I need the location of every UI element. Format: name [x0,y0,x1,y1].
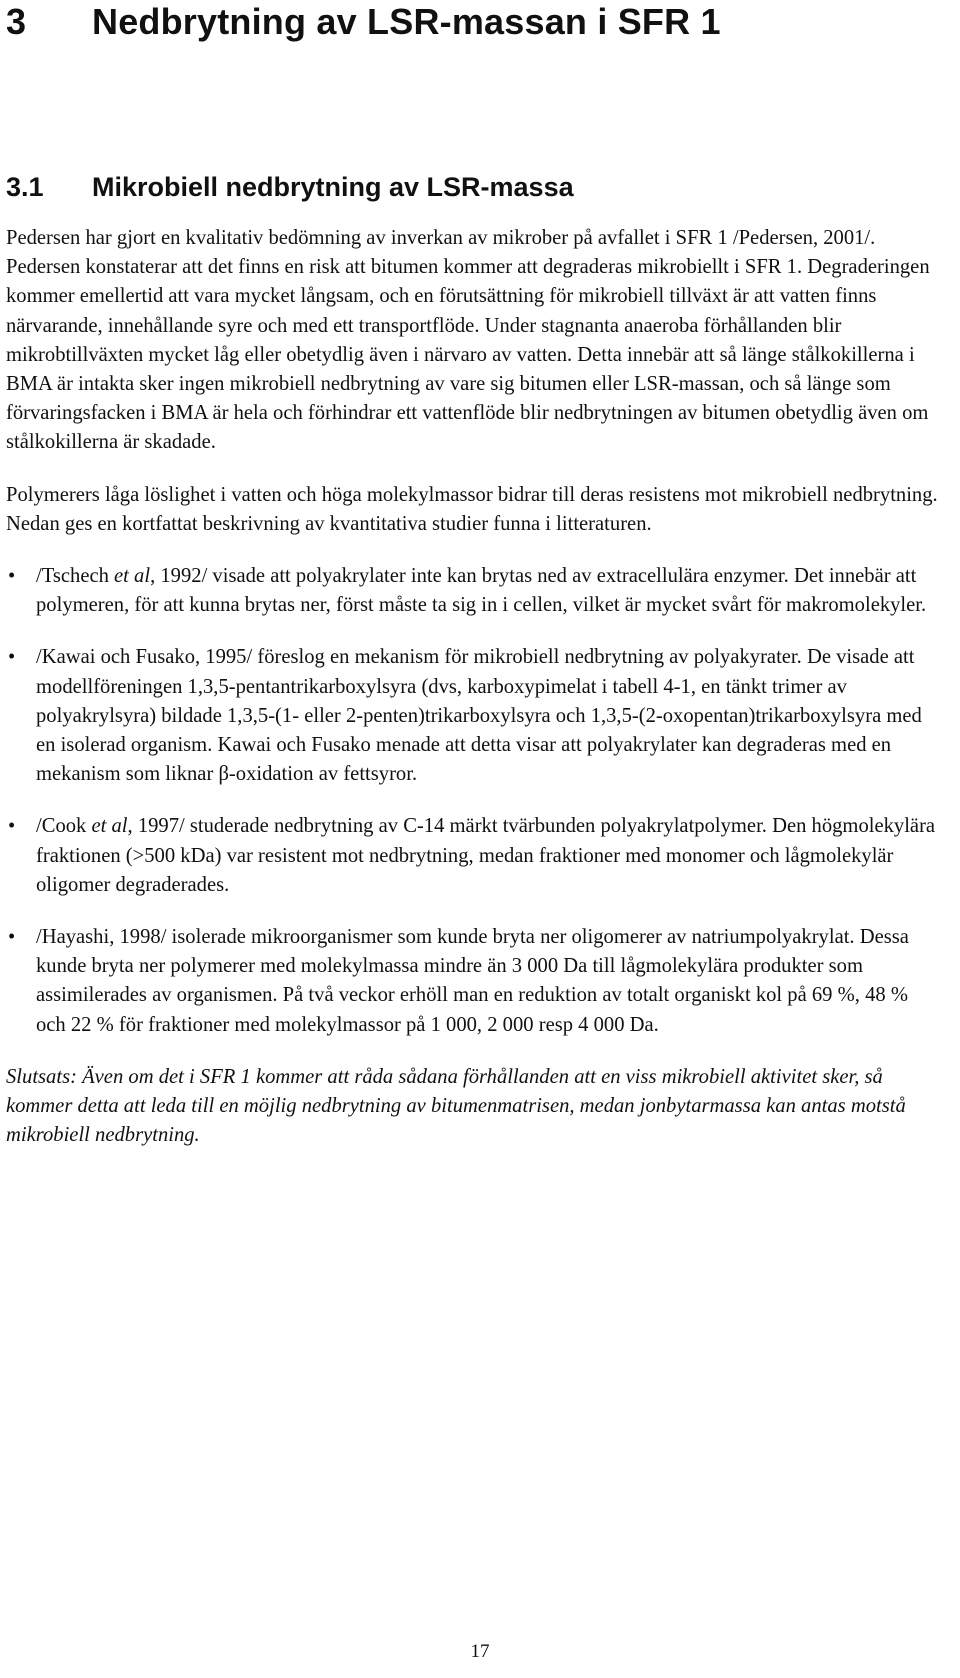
paragraph-intro: Pedersen har gjort en kvalitativ bedömning av inverkan av mikrober på avfallet i SFR 1 /Pedersen, 2001/. Pedersen konstaterar att det finns en risk att bitumen kommer att degraderas mikrobiellt i SFR 1. Degraderingen kommer emellertid att vara mycket långsam, och en förutsättning för mikrobiell tillväxt är att vatten finns närvarande, innehållande syre och med ett transportflöde. Under stagnanta anaeroba förhållanden blir mikrobtillväxten mycket låg eller obetydlig även i närvaro av vatten. Detta innebär att så länge stålkokillerna i BMA är intakta sker ingen mikrobiell nedbrytning av vare sig bitumen eller LSR-massan, och så länge som förvaringsfacken i BMA är hela och förhindrar ett vattenflöde blir nedbrytningen av bitumen obetydlig även om stålkokillerna är skadade. [6,227,930,454]
chapter-heading [6,0,938,44]
list-item-text-em: et al [114,565,151,588]
list-item-text-pre: /Kawai och Fusako, 1995/ föreslog en mekanism för mikrobiell nedbrytning av polyakyrater. De visade att modellföreningen 1,3,5-pentantrikarboxylsyra (dvs, karboxypimelat i tabell 4-1, en tänkt trimer av polyakrylsyra) bildade 1,3,5-(1- eller 2-penten)trikarboxylsyra och 1,3,5-(2-oxopentan)trikarboxylsyra med en isolerad organism. Kawai och Fusako menade att detta visar att polyakrylater kan degraderas med en mekanism som liknar β-oxidation av fettsyror. [36,646,922,786]
list-item-text-em: et al [91,815,128,838]
bullet-icon: • [8,815,16,838]
chapter-title: Nedbrytning av LSR-massan i SFR 1 [92,1,721,42]
section-heading [6,170,574,204]
list-item-text-pre: /Cook [36,815,92,838]
section-body [6,224,938,1171]
conclusion-paragraph: Slutsats: Även om det i SFR 1 kommer att råda sådana förhållanden att en viss mikrobiell aktivitet sker, så kommer detta att leda till en möjlig nedbrytning av bitumenmatrisen, medan jonbytarmassa kan antas motstå mikrobiell nedbrytning. [6,1065,906,1147]
list-item [6,923,938,1040]
document-page [6,0,938,1147]
list-item-text-pre: /Hayashi, 1998/ isolerade mikroorganismer som kunde bryta ner oligomerer av natriumpolyakrylat. Dessa kunde bryta ner polymerer med molekylmassa mindre än 3 000 Da till lågmolekylära produkter som assimilerades av organismen. På två veckor erhöll man en reduktion av totalt organiskt kol på 69 %, 48 % och 22 % för fraktioner med molekylmassor på 1 000, 2 000 resp 4 000 Da. [36,926,909,1036]
page-number: 17 [470,1641,490,1662]
bullet-icon: • [8,646,16,669]
paragraph-polymers: Polymerers låga löslighet i vatten och höga molekylmassor bidrar till deras resistens mot mikrobiell nedbrytning. Nedan ges en kortfattat beskrivning av kvantitativa studier funna i litteraturen. [6,483,938,535]
section-title: Mikrobiell nedbrytning av LSR-massa [92,172,574,202]
list-item-text-post: , 1997/ studerade nedbrytning av C-14 märkt tvärbunden polyakrylatpolymer. Den högmolekylära fraktionen (>500 kDa) var resistent mot nedbrytning, medan fraktioner med monomer och lågmolekylär oligomer degraderades. [36,815,936,896]
studies-list [6,562,938,1040]
list-item-text-pre: /Tschech [36,565,115,588]
bullet-icon: • [8,565,16,588]
list-item-text-post: , 1992/ visade att polyakrylater inte kan brytas ned av extracellulära enzymer. Det innebär att polymeren, för att kunna brytas ner, först måste ta sig in i cellen, vilket är mycket svårt för makromolekyler. [36,565,927,617]
bullet-icon: • [8,926,16,949]
list-item [6,812,938,900]
chapter-number: 3 [6,1,27,42]
section-number: 3.1 [6,172,44,202]
list-item [6,643,938,789]
list-item [6,562,938,620]
